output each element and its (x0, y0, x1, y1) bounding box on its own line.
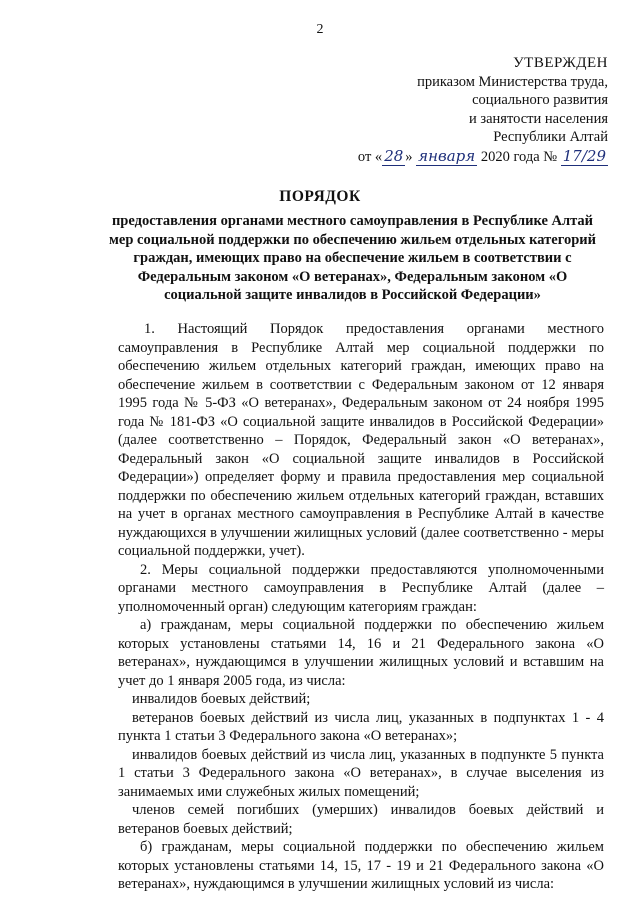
list-item: ветеранов боевых действий из числа лиц, указанных в подпунктах 1 - 4 пункта 1 статьи 3 Федерального закона «О ветеранах»; (118, 709, 604, 744)
paragraph: а) гражданам, меры социальной поддержки по обеспечению жильем которых установлены статьями 14, 16 и 21 Федерального закона «О ветеранах», нуждающимся в улучшении жилищных условий и вставшим на учет до 1 января 2005 года, из числа: (118, 617, 604, 689)
paragraph: 1. Настоящий Порядок предоставления органами местного самоуправления в Республике Алтай мер социальной поддержки по обеспечению жильем отдельных категорий граждан, имеющих право на обеспечение жильем в соответствии с Федеральным законом от 12 января 1995 года № 5-ФЗ «О ветеранах», Федеральным законом от 24 ноября 1995 года № 181-ФЗ «О социальной защите инвалидов в Российской Федерации» (далее соответственно – Порядок, Федеральный закон «О ветеранах», Федеральный закон «О социальной защите инвалидов в Российской Федерации») определяет форму и правила предоставления мер социальной поддержки по обеспечению жильем отдельных категорий граждан, вставших на учет в органах местного самоуправления в Республике Алтай в качестве нуждающихся в улучшении жилищных условий (далее соответственно - меры социальной поддержки, учет). (118, 321, 604, 559)
approval-date-line (308, 147, 608, 167)
handwritten-month: января (418, 146, 476, 165)
page-number: 2 (316, 22, 324, 37)
list-item: инвалидов боевых действий; (132, 691, 311, 707)
date-prefix: от « (357, 148, 383, 165)
paragraph: б) гражданам, меры социальной поддержки по обеспечению жильем которых установлены статьями 14, 15, 17 - 19 и 21 Федерального закона «О ветеранах», нуждающимся в улучшении жилищных условий из числа: (118, 839, 604, 892)
list-item: членов семей погибших (умерших) инвалидов боевых действий и ветеранов боевых действий; (118, 802, 604, 837)
approval-block (308, 54, 608, 166)
handwritten-order-number: 17/29 (562, 146, 606, 165)
approval-line: социального развития (472, 92, 608, 108)
document-title: ПОРЯДОК (279, 188, 361, 205)
handwritten-day: 28 (384, 146, 404, 165)
document-body (118, 320, 604, 894)
date-mid: » (405, 148, 417, 165)
approval-title: УТВЕРЖДЕН (513, 55, 608, 71)
approval-line: и занятости населения (469, 110, 608, 127)
date-year: 2020 года № (477, 148, 561, 165)
list-item: инвалидов боевых действий из числа лиц, указанных в подпункте 5 пункта 1 статьи 3 Федерального закона «О ветеранах», в случае выселения из занимаемых ими служебных жилых помещений; (118, 746, 604, 800)
approval-line: Республики Алтай (493, 129, 608, 145)
approval-line: приказом Министерства труда, (417, 73, 608, 90)
document-subtitle: предоставления органами местного самоуправления в Республике Алтай мер социальной поддержки по обеспечению жильем отдельных категорий граждан, имеющих право на обеспечение жильем в соответствии с Федеральным законом «О ветеранах», Федеральным законом «О социальной защите инвалидов в Российской Федерации» (109, 213, 596, 304)
paragraph: 2. Меры социальной поддержки предоставляются уполномоченными органами местного самоуправления в Республике Алтай (далее – уполномоченный орган) следующим категориям граждан: (118, 561, 604, 615)
